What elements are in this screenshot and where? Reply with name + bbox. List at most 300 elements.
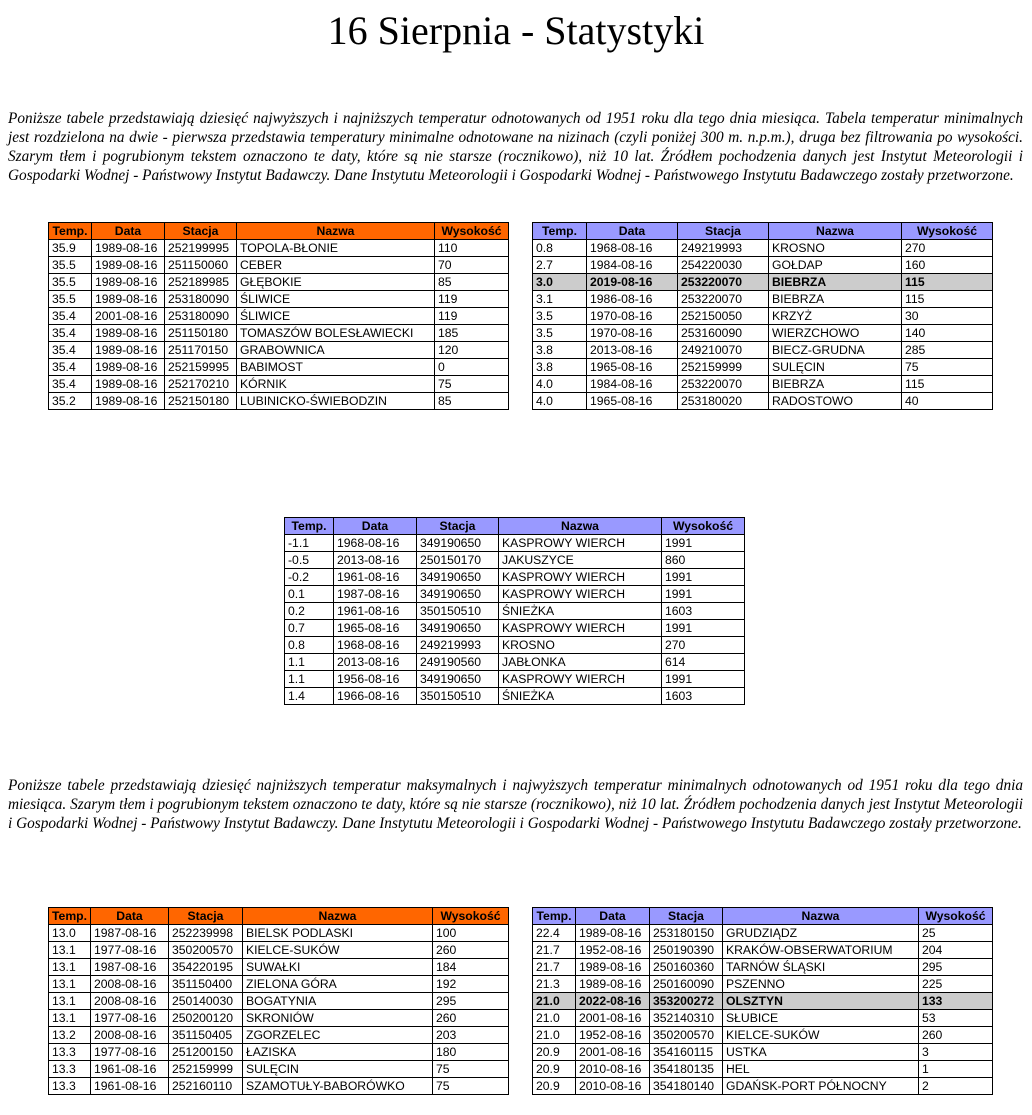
elevation-cell: 295 (919, 959, 993, 976)
elevation-cell: 0 (435, 359, 509, 376)
name-header: Nazwa (769, 223, 902, 240)
temp-cell: 1.1 (285, 654, 334, 671)
elevation-cell: 2 (919, 1078, 993, 1095)
table-row (49, 976, 509, 993)
station-cell: 250150170 (417, 552, 499, 569)
table-row (49, 393, 509, 410)
station-cell: 250140030 (169, 993, 243, 1010)
elevation-cell: 75 (433, 1061, 509, 1078)
elevation-cell: 119 (435, 308, 509, 325)
date-cell: 1956-08-16 (334, 671, 417, 688)
station-cell: 249190560 (417, 654, 499, 671)
table-row (49, 257, 509, 274)
date-cell: 1961-08-16 (91, 1078, 169, 1095)
intro-paragraph: Poniższe tabele przedstawiają dziesięć najwyższych i najniższych temperatur odnotowanych od 1951 roku dla tego dnia miesiąca. Tabela temperatur minimalnych jest rozdzielona na dwie - pierwsza przedstawia temperatury minimalne odnotowane na nizinach (czyli poniżej 300 m. n.p.m.), druga bez filtrowania po wysokości. Szarym tłem i pogrubionym tekstem oznaczono te daty, które są nie starsze (rocznikowo), niż 10 lat. Źródłem pochodzenia danych jest Instytut Meteorologii i Gospodarki Wodnej - Państwowy Instytut Badawczy. Dane Instytutu Meteorologii i Gospodarki Wodnej - Państwowego Instytutu Badawczego zostały przetworzone. (8, 110, 1023, 184)
name-cell: GDAŃSK-PORT PÓŁNOCNY (723, 1078, 919, 1095)
name-cell: SŁUBICE (723, 1010, 919, 1027)
table-row (285, 637, 745, 654)
table-row (49, 993, 509, 1010)
elevation-cell: 53 (919, 1010, 993, 1027)
elevation-cell: 140 (902, 325, 993, 342)
station-cell: 250160360 (650, 959, 723, 976)
elevation-cell: 70 (435, 257, 509, 274)
date-header: Data (91, 908, 169, 925)
table-row (49, 942, 509, 959)
name-cell: BIEBRZA (769, 376, 902, 393)
elevation-cell: 1991 (662, 586, 745, 603)
temp-cell: 0.7 (285, 620, 334, 637)
name-cell: KASPROWY WIERCH (499, 569, 662, 586)
date-cell: 1966-08-16 (334, 688, 417, 705)
name-cell: ŚLIWICE (237, 291, 435, 308)
name-cell: KASPROWY WIERCH (499, 671, 662, 688)
date-cell: 2010-08-16 (576, 1078, 650, 1095)
page-title: 16 Sierpnia - Statystyki (327, 8, 705, 53)
table-row (533, 1078, 993, 1095)
temp-cell: 13.2 (49, 1027, 91, 1044)
table-row (285, 552, 745, 569)
temp-cell: 13.0 (49, 925, 91, 942)
date-cell: 1989-08-16 (92, 393, 165, 410)
table-row (533, 325, 993, 342)
temp-cell: -0.2 (285, 569, 334, 586)
date-cell: 1989-08-16 (576, 925, 650, 942)
name-cell: KRAKÓW-OBSERWATORIUM (723, 942, 919, 959)
date-cell: 1989-08-16 (92, 291, 165, 308)
temp-cell: 20.9 (533, 1061, 576, 1078)
temp-cell: 21.7 (533, 942, 576, 959)
station-cell: 250190390 (650, 942, 723, 959)
elevation-cell: 75 (435, 376, 509, 393)
table-row (49, 274, 509, 291)
name-cell: ŚNIEŻKA (499, 603, 662, 620)
table-lowest-max (48, 907, 509, 1095)
elevation-cell: 75 (433, 1078, 509, 1095)
name-cell: KROSNO (499, 637, 662, 654)
date-cell: 1961-08-16 (91, 1061, 169, 1078)
name-cell: TOPOLA-BŁONIE (237, 240, 435, 257)
date-cell: 2008-08-16 (91, 1027, 169, 1044)
name-cell: KROSNO (769, 240, 902, 257)
table-row (285, 569, 745, 586)
temp-cell: -0.5 (285, 552, 334, 569)
name-cell: ŁAZISKA (243, 1044, 433, 1061)
station-cell: 351150400 (169, 976, 243, 993)
station-header: Stacja (169, 908, 243, 925)
name-cell: CEBER (237, 257, 435, 274)
station-cell: 253220070 (678, 274, 769, 291)
station-cell: 251150060 (165, 257, 237, 274)
elevation-header: Wysokość (433, 908, 509, 925)
name-cell: TARNÓW ŚLĄSKI (723, 959, 919, 976)
date-cell: 1965-08-16 (587, 393, 678, 410)
station-cell: 252150180 (165, 393, 237, 410)
elevation-cell: 1603 (662, 603, 745, 620)
date-cell: 2001-08-16 (576, 1010, 650, 1027)
header-row (285, 518, 745, 535)
date-cell: 2001-08-16 (92, 308, 165, 325)
temp-cell: 35.4 (49, 308, 92, 325)
elevation-cell: 75 (902, 359, 993, 376)
elevation-cell: 185 (435, 325, 509, 342)
temp-cell: 0.1 (285, 586, 334, 603)
table-row (533, 342, 993, 359)
station-cell: 350200570 (650, 1027, 723, 1044)
date-cell: 2019-08-16 (587, 274, 678, 291)
table-row (49, 291, 509, 308)
elevation-cell: 115 (902, 291, 993, 308)
temp-cell: 3.5 (533, 308, 587, 325)
date-cell: 1968-08-16 (334, 535, 417, 552)
name-cell: HEL (723, 1061, 919, 1078)
date-cell: 1952-08-16 (576, 942, 650, 959)
station-cell: 253220070 (678, 291, 769, 308)
elevation-cell: 184 (433, 959, 509, 976)
station-cell: 354220195 (169, 959, 243, 976)
name-cell: PSZENNO (723, 976, 919, 993)
table-row (533, 257, 993, 274)
station-cell: 350150510 (417, 603, 499, 620)
name-cell: LUBINICKO-ŚWIEBODZIN (237, 393, 435, 410)
name-cell: KASPROWY WIERCH (499, 535, 662, 552)
date-cell: 2008-08-16 (91, 976, 169, 993)
elevation-cell: 120 (435, 342, 509, 359)
second-paragraph: Poniższe tabele przedstawiają dziesięć najniższych temperatur maksymalnych i najwyższych temperatur minimalnych odnotowanych od 1951 roku dla tego dnia miesiąca. Szarym tłem i pogrubionym tekstem oznaczono te daty, które są nie starsze (rocznikowo), niż 10 lat. Źródłem pochodzenia danych jest Instytut Meteorologii i Gospodarki Wodnej - Państwowy Instytut Badawczy. Dane Instytutu Meteorologii i Gospodarki Wodnej - Państwowego Instytutu Badawczego zostały przetworzone. (8, 777, 1023, 832)
elevation-cell: 1991 (662, 671, 745, 688)
station-cell: 252159995 (165, 359, 237, 376)
temp-cell: 3.5 (533, 325, 587, 342)
name-cell: USTKA (723, 1044, 919, 1061)
elevation-cell: 180 (433, 1044, 509, 1061)
station-cell: 354160115 (650, 1044, 723, 1061)
temp-header: Temp. (49, 223, 92, 240)
date-cell: 1968-08-16 (587, 240, 678, 257)
header-row (533, 908, 993, 925)
temp-header: Temp. (533, 223, 587, 240)
temp-cell: 13.3 (49, 1061, 91, 1078)
name-cell: SULĘCIN (243, 1061, 433, 1078)
temp-cell: 13.1 (49, 1010, 91, 1027)
temp-cell: 20.9 (533, 1044, 576, 1061)
station-header: Stacja (417, 518, 499, 535)
table-row (533, 376, 993, 393)
name-cell: BIEBRZA (769, 291, 902, 308)
table-row (533, 393, 993, 410)
date-cell: 1987-08-16 (334, 586, 417, 603)
table-row (533, 359, 993, 376)
table-row (285, 671, 745, 688)
date-cell: 2013-08-16 (587, 342, 678, 359)
temp-cell: 4.0 (533, 376, 587, 393)
elevation-cell: 1 (919, 1061, 993, 1078)
elevation-header: Wysokość (435, 223, 509, 240)
elevation-cell: 1603 (662, 688, 745, 705)
table-row (533, 308, 993, 325)
temp-header: Temp. (49, 908, 91, 925)
elevation-cell: 85 (435, 393, 509, 410)
temp-cell: 35.2 (49, 393, 92, 410)
date-cell: 1965-08-16 (587, 359, 678, 376)
name-cell: SZAMOTUŁY-BABORÓWKO (243, 1078, 433, 1095)
date-header: Data (576, 908, 650, 925)
temp-cell: 35.4 (49, 359, 92, 376)
date-header: Data (334, 518, 417, 535)
temp-cell: 2.7 (533, 257, 587, 274)
table-row (285, 603, 745, 620)
temp-cell: 22.4 (533, 925, 576, 942)
name-cell: GŁĘBOKIE (237, 274, 435, 291)
date-cell: 2001-08-16 (576, 1044, 650, 1061)
date-cell: 1989-08-16 (92, 342, 165, 359)
elevation-cell: 260 (433, 942, 509, 959)
table-row (49, 1078, 509, 1095)
temp-cell: 21.0 (533, 1027, 576, 1044)
name-cell: SKRONIÓW (243, 1010, 433, 1027)
table-row (533, 993, 993, 1010)
station-cell: 251150180 (165, 325, 237, 342)
table-row (285, 688, 745, 705)
temp-cell: 13.3 (49, 1044, 91, 1061)
date-header: Data (587, 223, 678, 240)
date-cell: 1989-08-16 (92, 359, 165, 376)
table-row (49, 1027, 509, 1044)
elevation-header: Wysokość (902, 223, 993, 240)
elevation-cell: 40 (902, 393, 993, 410)
elevation-cell: 203 (433, 1027, 509, 1044)
temp-cell: 35.5 (49, 274, 92, 291)
temp-cell: 3.1 (533, 291, 587, 308)
name-cell: GOŁDAP (769, 257, 902, 274)
name-cell: KIELCE-SUKÓW (243, 942, 433, 959)
elevation-cell: 110 (435, 240, 509, 257)
name-cell: WIERZCHOWO (769, 325, 902, 342)
date-cell: 2010-08-16 (576, 1061, 650, 1078)
name-cell: GRUDZIĄDZ (723, 925, 919, 942)
station-cell: 350150510 (417, 688, 499, 705)
name-cell: BIELSK PODLASKI (243, 925, 433, 942)
station-header: Stacja (165, 223, 237, 240)
station-cell: 249219993 (678, 240, 769, 257)
table-highest-max (48, 222, 509, 410)
date-cell: 1977-08-16 (91, 1044, 169, 1061)
date-cell: 1977-08-16 (91, 942, 169, 959)
temp-cell: 35.4 (49, 342, 92, 359)
station-cell: 252199995 (165, 240, 237, 257)
elevation-cell: 270 (902, 240, 993, 257)
date-cell: 1989-08-16 (576, 976, 650, 993)
temp-cell: 3.8 (533, 342, 587, 359)
elevation-cell: 115 (902, 376, 993, 393)
table-row (49, 959, 509, 976)
elevation-cell: 295 (433, 993, 509, 1010)
station-cell: 253160090 (678, 325, 769, 342)
name-cell: GRABOWNICA (237, 342, 435, 359)
date-cell: 1970-08-16 (587, 325, 678, 342)
header-row (49, 908, 509, 925)
elevation-cell: 30 (902, 308, 993, 325)
station-cell: 349190650 (417, 535, 499, 552)
elevation-cell: 860 (662, 552, 745, 569)
name-cell: TOMASZÓW BOLESŁAWIECKI (237, 325, 435, 342)
date-header: Data (92, 223, 165, 240)
table-row (285, 586, 745, 603)
elevation-cell: 204 (919, 942, 993, 959)
station-cell: 250200120 (169, 1010, 243, 1027)
temp-header: Temp. (285, 518, 334, 535)
station-cell: 349190650 (417, 569, 499, 586)
table-row (533, 1061, 993, 1078)
station-cell: 349190650 (417, 671, 499, 688)
elevation-cell: 260 (919, 1027, 993, 1044)
station-cell: 253180090 (165, 308, 237, 325)
name-cell: ZIELONA GÓRA (243, 976, 433, 993)
temp-cell: 3.8 (533, 359, 587, 376)
station-cell: 354180135 (650, 1061, 723, 1078)
elevation-cell: 1991 (662, 569, 745, 586)
temp-cell: 13.1 (49, 942, 91, 959)
table-row (533, 240, 993, 257)
date-cell: 1961-08-16 (334, 603, 417, 620)
table-lowest-min-all (284, 517, 745, 705)
date-cell: 1970-08-16 (587, 308, 678, 325)
table-row (285, 620, 745, 637)
station-cell: 251170150 (165, 342, 237, 359)
name-cell: ŚNIEŻKA (499, 688, 662, 705)
name-cell: KIELCE-SUKÓW (723, 1027, 919, 1044)
elevation-cell: 614 (662, 654, 745, 671)
date-cell: 1989-08-16 (92, 240, 165, 257)
table-row (49, 1061, 509, 1078)
name-cell: BOGATYNIA (243, 993, 433, 1010)
station-cell: 249210070 (678, 342, 769, 359)
temp-cell: 21.0 (533, 993, 576, 1010)
station-cell: 254220030 (678, 257, 769, 274)
table-row (285, 535, 745, 552)
temp-cell: 35.9 (49, 240, 92, 257)
elevation-cell: 100 (433, 925, 509, 942)
station-cell: 352140310 (650, 1010, 723, 1027)
date-cell: 1986-08-16 (587, 291, 678, 308)
date-cell: 1989-08-16 (92, 274, 165, 291)
table-row (533, 959, 993, 976)
temp-cell: 0.2 (285, 603, 334, 620)
name-cell: BIECZ-GRUDNA (769, 342, 902, 359)
table-row (533, 1044, 993, 1061)
table-row (49, 1044, 509, 1061)
header-row (533, 223, 993, 240)
station-cell: 350200570 (169, 942, 243, 959)
temp-cell: 13.1 (49, 959, 91, 976)
station-cell: 253180020 (678, 393, 769, 410)
elevation-cell: 160 (902, 257, 993, 274)
name-cell: JAKUSZYCE (499, 552, 662, 569)
elevation-cell: 1991 (662, 535, 745, 552)
name-cell: SULĘCIN (769, 359, 902, 376)
name-cell: JABŁONKA (499, 654, 662, 671)
station-cell: 252150050 (678, 308, 769, 325)
elevation-cell: 85 (435, 274, 509, 291)
elevation-cell: 1991 (662, 620, 745, 637)
date-cell: 2013-08-16 (334, 552, 417, 569)
name-cell: KASPROWY WIERCH (499, 620, 662, 637)
name-cell: SUWAŁKI (243, 959, 433, 976)
temp-cell: 3.0 (533, 274, 587, 291)
date-cell: 1952-08-16 (576, 1027, 650, 1044)
table-lowest-min-lowland (532, 222, 993, 410)
date-cell: 1989-08-16 (92, 325, 165, 342)
table-row (49, 359, 509, 376)
elevation-cell: 270 (662, 637, 745, 654)
date-cell: 2022-08-16 (576, 993, 650, 1010)
elevation-cell: 119 (435, 291, 509, 308)
table-row (533, 274, 993, 291)
table-row (533, 291, 993, 308)
table-row (533, 925, 993, 942)
table-row (49, 308, 509, 325)
station-cell: 253180090 (165, 291, 237, 308)
temp-cell: 1.4 (285, 688, 334, 705)
temp-cell: 13.3 (49, 1078, 91, 1095)
temp-cell: 21.3 (533, 976, 576, 993)
table-highest-min (532, 907, 993, 1095)
elevation-header: Wysokość (662, 518, 745, 535)
date-cell: 1961-08-16 (334, 569, 417, 586)
station-cell: 252159999 (169, 1061, 243, 1078)
date-cell: 1989-08-16 (92, 376, 165, 393)
header-row (49, 223, 509, 240)
temp-cell: 0.8 (285, 637, 334, 654)
name-cell: KÓRNIK (237, 376, 435, 393)
name-cell: KASPROWY WIERCH (499, 586, 662, 603)
station-cell: 252189985 (165, 274, 237, 291)
name-cell: BIEBRZA (769, 274, 902, 291)
elevation-cell: 192 (433, 976, 509, 993)
date-cell: 2013-08-16 (334, 654, 417, 671)
temp-cell: 20.9 (533, 1078, 576, 1095)
name-cell: KRZYŻ (769, 308, 902, 325)
table-row (533, 942, 993, 959)
date-cell: 1984-08-16 (587, 376, 678, 393)
station-cell: 353200272 (650, 993, 723, 1010)
table-row (49, 376, 509, 393)
table-row (49, 325, 509, 342)
station-cell: 252170210 (165, 376, 237, 393)
station-cell: 349190650 (417, 586, 499, 603)
station-cell: 252159999 (678, 359, 769, 376)
temp-cell: 35.5 (49, 291, 92, 308)
elevation-cell: 3 (919, 1044, 993, 1061)
station-cell: 250160090 (650, 976, 723, 993)
elevation-cell: 133 (919, 993, 993, 1010)
station-cell: 351150405 (169, 1027, 243, 1044)
temp-cell: 35.5 (49, 257, 92, 274)
temp-cell: 35.4 (49, 376, 92, 393)
station-cell: 253180150 (650, 925, 723, 942)
date-cell: 1968-08-16 (334, 637, 417, 654)
table-row (49, 240, 509, 257)
temp-cell: 21.7 (533, 959, 576, 976)
name-header: Nazwa (499, 518, 662, 535)
table-row (533, 1027, 993, 1044)
elevation-cell: 115 (902, 274, 993, 291)
name-header: Nazwa (243, 908, 433, 925)
date-cell: 1989-08-16 (576, 959, 650, 976)
date-cell: 1987-08-16 (91, 959, 169, 976)
name-cell: ŚLIWICE (237, 308, 435, 325)
elevation-cell: 225 (919, 976, 993, 993)
table-row (49, 1010, 509, 1027)
temp-cell: 4.0 (533, 393, 587, 410)
